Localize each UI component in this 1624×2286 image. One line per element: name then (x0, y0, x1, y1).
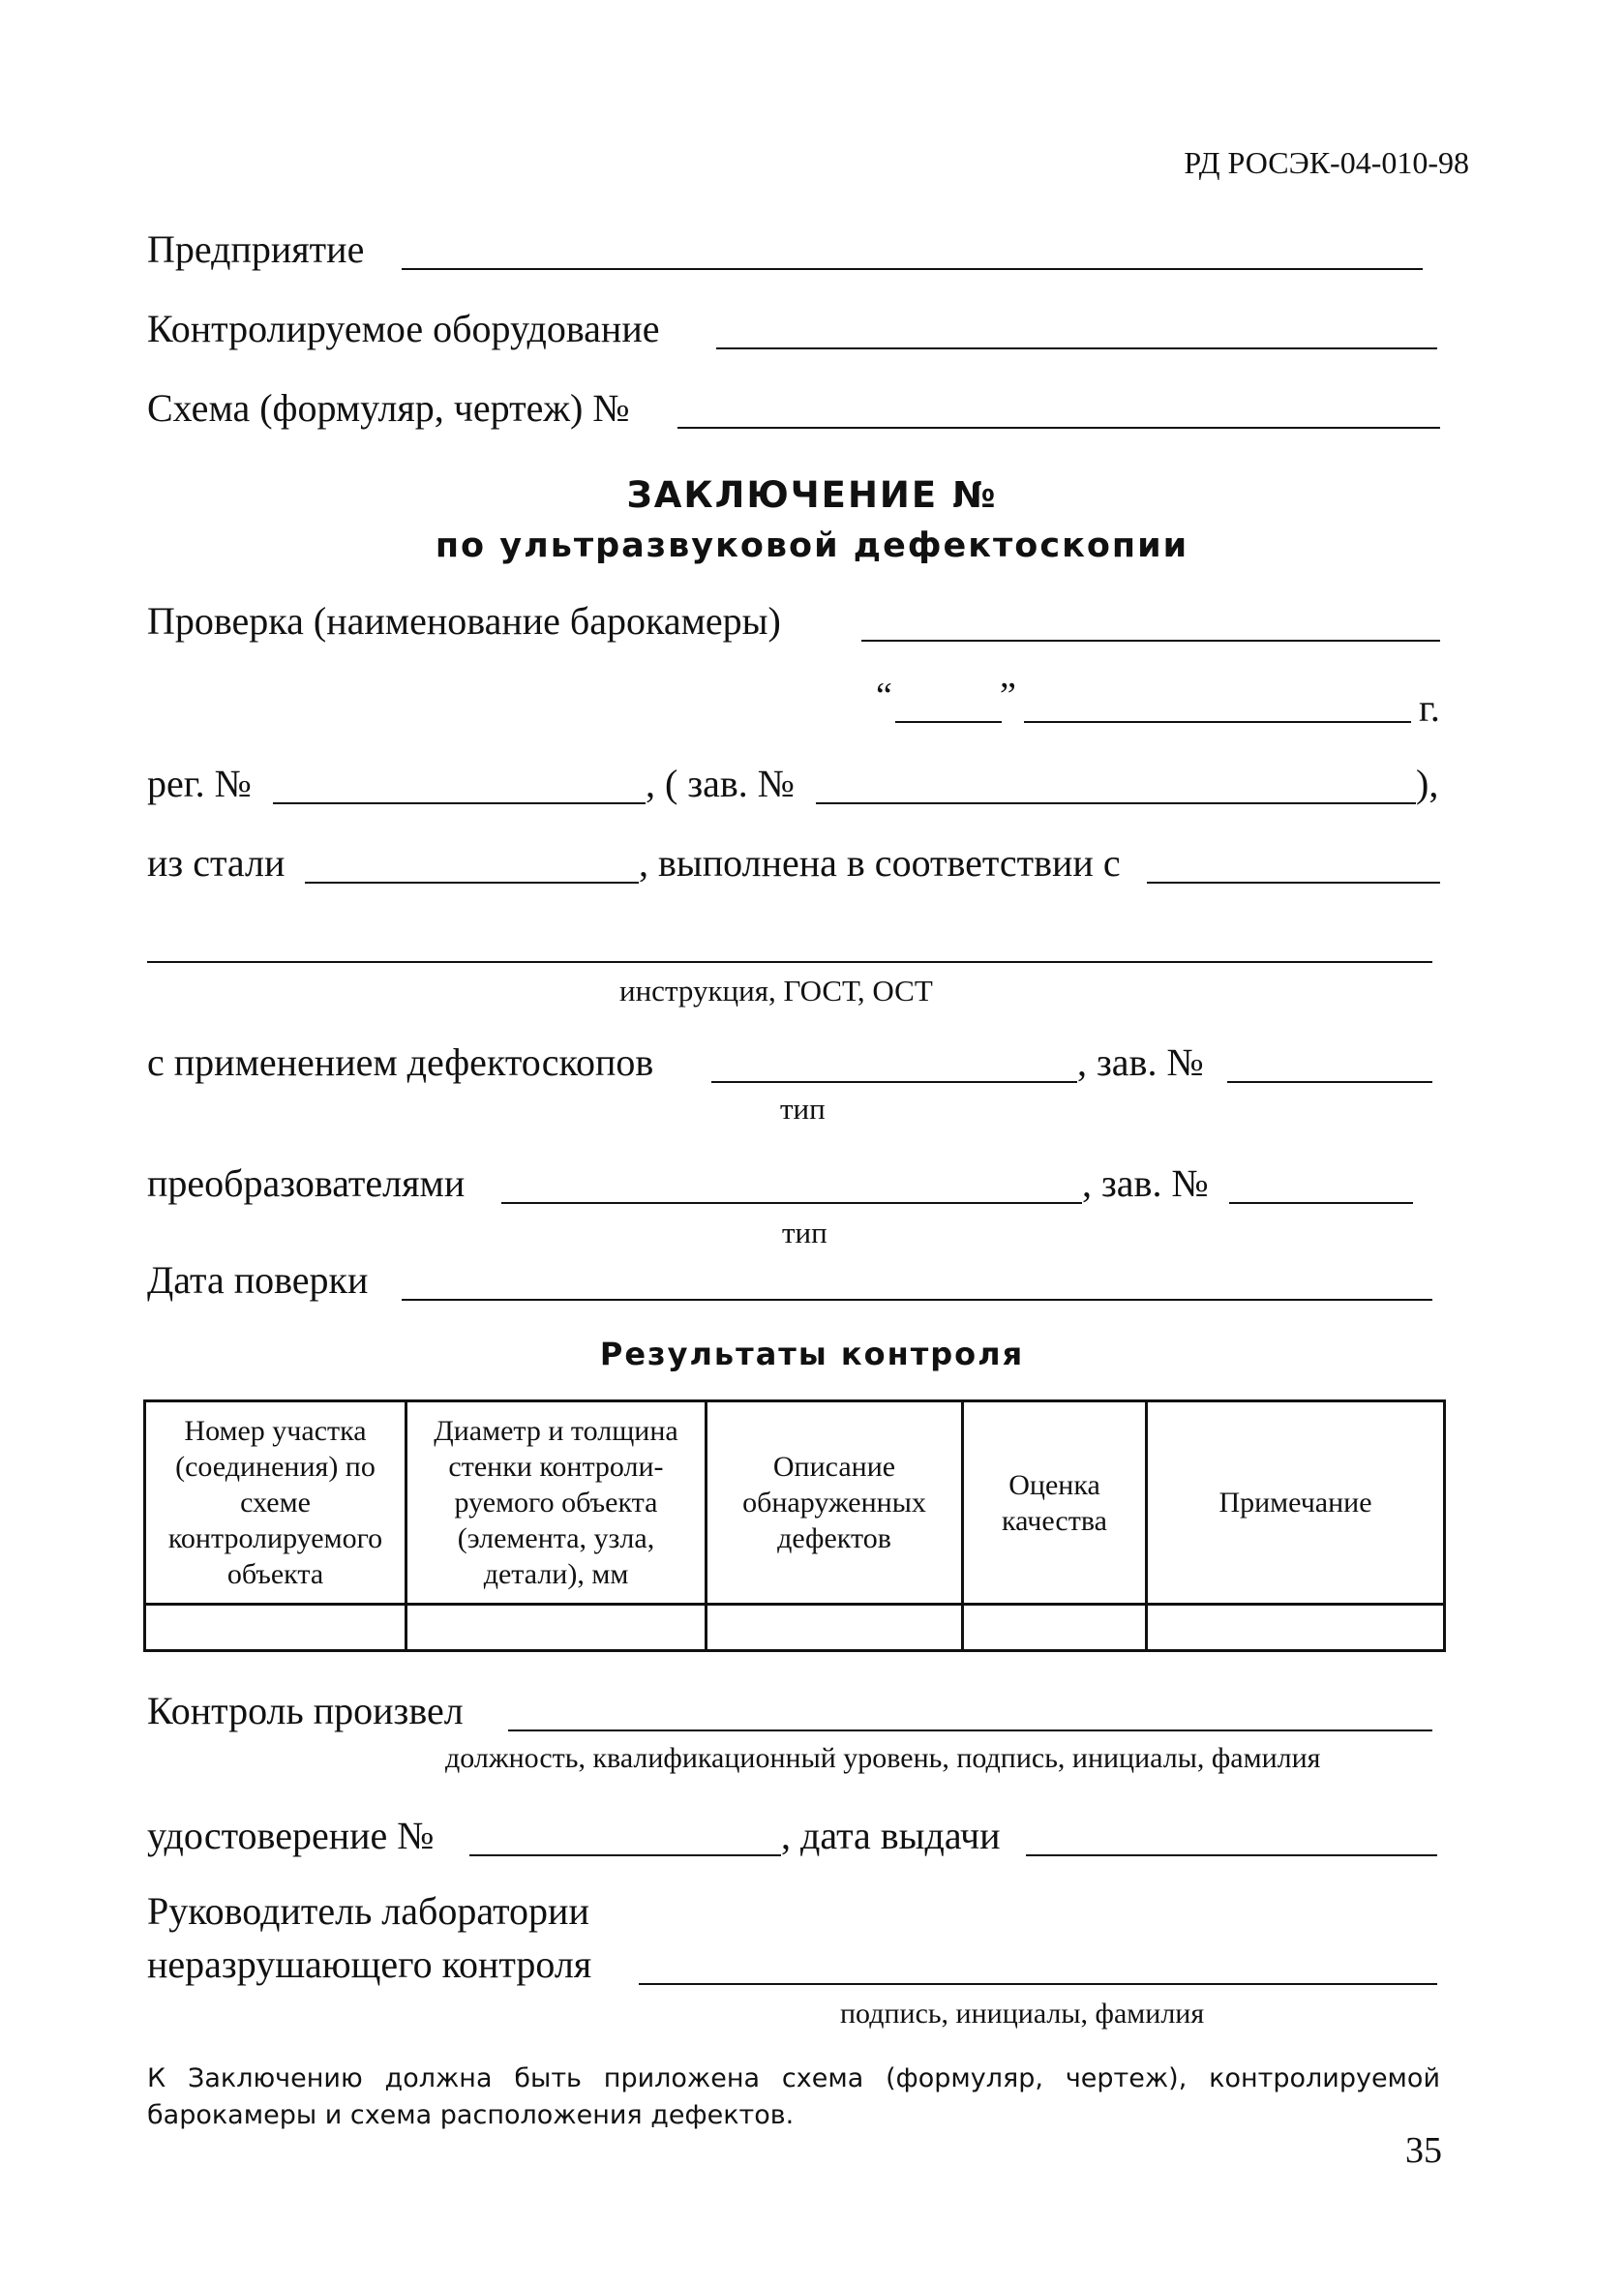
compliance-label: , выполнена в соответствии с (639, 841, 1121, 885)
date-month-year-field[interactable] (1024, 721, 1411, 723)
equipment-label: Контролируемое оборудование (147, 307, 660, 350)
column-header-remarks: Примечание (1147, 1401, 1445, 1605)
scheme-label: Схема (формуляр, чертеж) № (147, 386, 630, 430)
equipment-field[interactable] (716, 347, 1437, 349)
performed-by-caption: должность, квалификационный уровень, подпись, инициалы, фамилия (445, 1742, 1321, 1774)
performed-by-label: Контроль произвел (147, 1689, 464, 1732)
document-code: РД РОСЭК-04-010-98 (1184, 145, 1469, 180)
transducer-factory-label: , зав. № (1082, 1161, 1209, 1205)
standard-field[interactable] (147, 961, 1432, 963)
factory-number-field[interactable] (816, 802, 1416, 804)
steel-field[interactable] (305, 882, 639, 884)
verification-date-field[interactable] (402, 1299, 1432, 1301)
date-year-suffix: г. (1419, 686, 1440, 730)
standard-caption: инструкция, ГОСТ, ОСТ (619, 974, 933, 1008)
type-caption-2: тип (782, 1216, 827, 1249)
reg-number-field[interactable] (273, 802, 646, 804)
flaw-detector-factory-label: , зав. № (1077, 1040, 1204, 1084)
enterprise-field[interactable] (402, 268, 1423, 270)
document-title: ЗАКЛЮЧЕНИЕ № (626, 474, 998, 516)
date-open-quote: “ (876, 676, 892, 716)
column-header-defect-description: Описание обнаруженных дефектов (707, 1401, 963, 1605)
type-caption-1: тип (780, 1092, 826, 1126)
transducer-factory-field[interactable] (1229, 1202, 1413, 1204)
table-cell-remarks[interactable] (1147, 1605, 1445, 1651)
factory-number-close: ), (1416, 762, 1439, 805)
performed-by-field[interactable] (508, 1730, 1432, 1731)
table-cell-diameter-thickness[interactable] (406, 1605, 707, 1651)
lab-head-signature-field[interactable] (639, 1983, 1437, 1985)
scheme-field[interactable] (677, 427, 1440, 429)
flaw-detector-type-field[interactable] (711, 1081, 1077, 1083)
table-cell-quality-rating[interactable] (963, 1605, 1147, 1651)
lab-head-label-line2: неразрушающего контроля (147, 1942, 592, 1986)
certificate-label: удостоверение № (147, 1814, 435, 1857)
compliance-field[interactable] (1147, 882, 1440, 884)
lab-head-label-line1: Руководитель лаборатории (147, 1889, 589, 1933)
table-cell-section-number[interactable] (145, 1605, 406, 1651)
check-field[interactable] (861, 640, 1440, 642)
results-header-row (145, 1401, 1445, 1605)
issue-date-field[interactable] (1026, 1854, 1437, 1856)
column-header-quality-rating: Оценка качества (963, 1401, 1147, 1605)
flaw-detector-factory-field[interactable] (1227, 1081, 1432, 1083)
factory-number-label: , ( зав. № (646, 762, 795, 805)
flaw-detectors-label: с применением дефектоскопов (147, 1040, 654, 1084)
results-table (143, 1399, 1446, 1652)
verification-date-label: Дата поверки (147, 1258, 369, 1302)
enterprise-label: Предприятие (147, 227, 365, 271)
date-close-quote: ” (1000, 676, 1016, 716)
column-header-diameter-thickness: Диаметр и толщина стенки контроли-руемого объекта (элемента, узла, детали), мм (406, 1401, 707, 1605)
table-row (145, 1605, 1445, 1651)
page-number: 35 (1405, 2130, 1442, 2171)
date-day-field[interactable] (895, 721, 1002, 723)
table-cell-defect-description[interactable] (707, 1605, 963, 1651)
issue-date-label: , дата выдачи (781, 1814, 1001, 1857)
results-heading: Результаты контроля (599, 1336, 1025, 1372)
document-subtitle: по ультразвуковой дефектоскопии (435, 526, 1189, 565)
footnote: К Заключению должна быть приложена схема (формуляр, чертеж), контролируемой барокамеры и схема расположения дефектов. (147, 2063, 1440, 2130)
column-header-section-number: Номер участка (соединения) по схеме контролируемого объекта (145, 1401, 406, 1605)
steel-label: из стали (147, 841, 286, 885)
reg-label: рег. № (147, 762, 252, 805)
certificate-number-field[interactable] (469, 1854, 781, 1856)
transducer-type-field[interactable] (501, 1202, 1082, 1204)
lab-head-caption: подпись, инициалы, фамилия (840, 1998, 1205, 2030)
transducers-label: преобразователями (147, 1161, 466, 1205)
check-label: Проверка (наименование барокамеры) (147, 599, 781, 643)
